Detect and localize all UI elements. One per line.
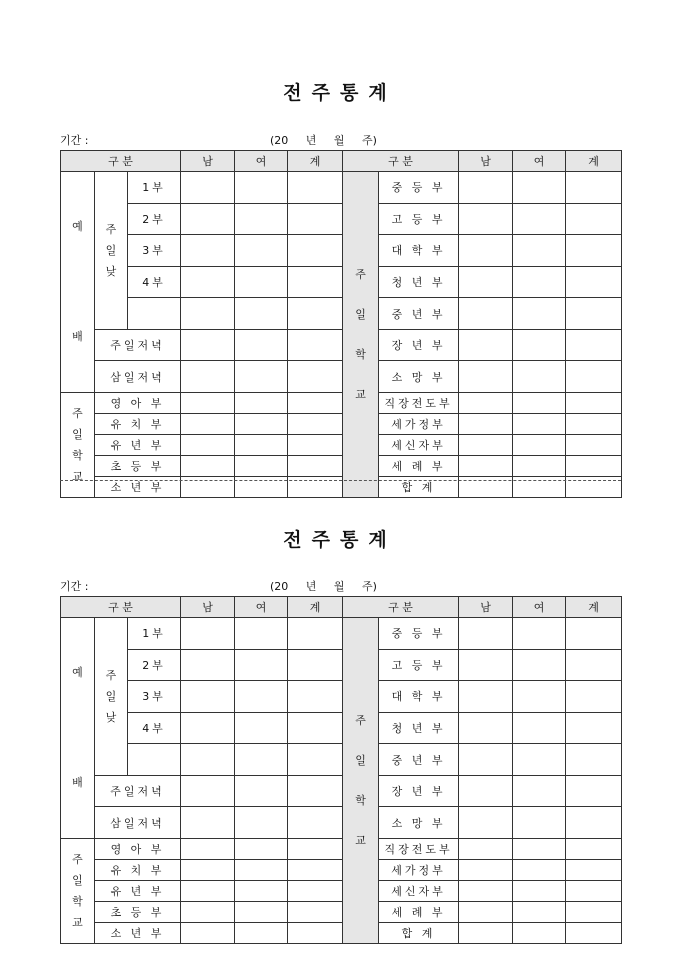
department-right-total-cell[interactable] [566,298,622,330]
table-row [61,235,622,267]
department-female-cell[interactable] [235,860,288,881]
table-row [61,807,622,839]
page-title: 전주통계 [283,82,397,104]
wednesday-evening-female-cell[interactable] [235,361,288,393]
table-row [61,203,622,235]
department-right-female-cell[interactable] [513,712,566,744]
department-right-total-cell[interactable] [566,414,622,435]
department-label: 대 학 부 [379,681,459,713]
department-label: 청 년 부 [379,266,459,298]
department-right-total-cell[interactable] [566,775,622,807]
department-label: 세 례 부 [379,456,459,477]
sunday-evening-male-cell[interactable] [181,329,235,361]
department-right-female-cell[interactable] [513,435,566,456]
worship-group-label [61,618,95,839]
service-female-cell[interactable] [235,744,288,776]
service-total-cell[interactable] [288,649,343,681]
stats-table [60,150,622,498]
department-label: 중 년 부 [379,744,459,776]
service-male-cell[interactable] [181,712,235,744]
department-right-male-cell[interactable] [459,618,513,650]
department-right-total-cell[interactable] [566,172,622,204]
department-label: 소 망 부 [379,361,459,393]
department-label: 고 등 부 [379,649,459,681]
service-total-cell[interactable] [288,712,343,744]
department-label: 초 등 부 [95,902,181,923]
department-label: 유 년 부 [95,881,181,902]
department-right-female-cell[interactable] [513,361,566,393]
table-row [61,902,622,923]
department-right-male-cell[interactable] [459,235,513,267]
header-female-right: 여 [513,597,566,618]
department-label: 유 치 부 [95,414,181,435]
department-right-male-cell[interactable] [459,902,513,923]
department-label: 중 등 부 [379,618,459,650]
service-label: 4부 [128,712,181,744]
department-right-female-cell[interactable] [513,172,566,204]
service-female-cell[interactable] [235,681,288,713]
department-male-cell[interactable] [181,881,235,902]
header-female-left: 여 [235,597,288,618]
table-row [61,860,622,881]
department-female-cell[interactable] [235,456,288,477]
department-right-female-cell[interactable] [513,881,566,902]
period-label: 기간 : [60,134,89,147]
wednesday-evening-male-cell[interactable] [181,807,235,839]
header-row [61,597,622,618]
department-right-male-cell[interactable] [459,860,513,881]
service-label: 1부 [128,618,181,650]
wednesday-evening-female-cell[interactable] [235,807,288,839]
department-right-total-cell[interactable] [566,744,622,776]
service-total-cell[interactable] [288,235,343,267]
school-group-label-right [343,618,379,944]
department-right-female-cell[interactable] [513,298,566,330]
table-row [61,298,622,330]
stats-table [60,596,622,944]
table-row [61,744,622,776]
department-total-cell[interactable] [288,923,343,944]
department-right-total-cell[interactable] [566,881,622,902]
department-right-total-cell[interactable] [566,860,622,881]
department-label: 초 등 부 [95,456,181,477]
department-female-cell[interactable] [235,414,288,435]
department-label: 직장전도부 [379,393,459,414]
header-category-right: 구 분 [343,151,459,172]
service-male-cell[interactable] [181,681,235,713]
header-male-left: 남 [181,151,235,172]
header-total-right: 계 [566,597,622,618]
department-female-cell[interactable] [235,923,288,944]
department-right-female-cell[interactable] [513,649,566,681]
service-total-cell[interactable] [288,618,343,650]
table-row [61,172,622,204]
wednesday-evening-total-cell[interactable] [288,361,343,393]
service-male-cell[interactable] [181,744,235,776]
department-right-total-cell[interactable] [566,712,622,744]
header-total-left: 계 [288,151,343,172]
service-male-cell[interactable] [181,649,235,681]
sunday-day-group-label [95,172,128,330]
school-group-label-left [61,839,95,944]
department-right-male-cell[interactable] [459,649,513,681]
department-right-total-cell[interactable] [566,266,622,298]
sunday-evening-total-cell[interactable] [288,329,343,361]
department-right-male-cell[interactable] [459,414,513,435]
department-label: 소 년 부 [95,477,181,498]
table-row [61,923,622,944]
department-right-male-cell[interactable] [459,839,513,860]
period-label: 기간 : [60,580,89,593]
department-right-male-cell[interactable] [459,881,513,902]
table-row [61,618,622,650]
sunday-evening-female-cell[interactable] [235,329,288,361]
table-row [61,414,622,435]
service-total-cell[interactable] [288,266,343,298]
department-female-cell[interactable] [235,393,288,414]
department-total-cell[interactable] [288,393,343,414]
department-right-male-cell[interactable] [459,712,513,744]
department-female-cell[interactable] [235,881,288,902]
department-right-male-cell[interactable] [459,775,513,807]
department-label: 세 례 부 [379,902,459,923]
department-male-cell[interactable] [181,902,235,923]
department-right-male-cell[interactable] [459,298,513,330]
table-row [61,681,622,713]
service-label: 2부 [128,203,181,235]
service-label: 3부 [128,681,181,713]
table-row [61,266,622,298]
department-right-male-cell[interactable] [459,435,513,456]
service-total-cell[interactable] [288,681,343,713]
department-total-cell[interactable] [288,414,343,435]
service-female-cell[interactable] [235,712,288,744]
department-right-total-cell[interactable] [566,235,622,267]
department-total-cell[interactable] [288,860,343,881]
department-right-male-cell[interactable] [459,456,513,477]
department-right-female-cell[interactable] [513,775,566,807]
service-female-cell[interactable] [235,649,288,681]
department-right-female-cell[interactable] [513,203,566,235]
department-right-total-cell[interactable] [566,618,622,650]
service-male-cell[interactable] [181,172,235,204]
department-right-female-cell[interactable] [513,860,566,881]
department-label: 합 계 [379,923,459,944]
department-right-total-cell[interactable] [566,839,622,860]
department-right-female-cell[interactable] [513,902,566,923]
department-label: 세신자부 [379,881,459,902]
department-female-cell[interactable] [235,902,288,923]
department-right-female-cell[interactable] [513,839,566,860]
sunday-evening-female-cell[interactable] [235,775,288,807]
service-total-cell[interactable] [288,744,343,776]
header-male-right: 남 [459,151,513,172]
department-right-total-cell[interactable] [566,393,622,414]
worship-group-label-text: 예 배 [72,220,83,343]
school-group-label-right-text: 주 일 학 교 [355,267,366,401]
department-label: 합 계 [379,477,459,498]
header-category-right: 구 분 [343,597,459,618]
department-right-total-cell[interactable] [566,361,622,393]
service-male-cell[interactable] [181,298,235,330]
department-right-male-cell[interactable] [459,744,513,776]
department-right-total-cell[interactable] [566,329,622,361]
service-female-cell[interactable] [235,618,288,650]
department-label: 직장전도부 [379,839,459,860]
department-label: 유 치 부 [95,860,181,881]
service-male-cell[interactable] [181,203,235,235]
table-row [61,839,622,860]
period-section [60,578,621,944]
table-row [61,361,622,393]
header-category-left: 구 분 [61,597,181,618]
table-row [61,881,622,902]
table-row [61,329,622,361]
table-row [61,435,622,456]
department-label: 대 학 부 [379,235,459,267]
sunday-evening-total-cell[interactable] [288,775,343,807]
table-row [61,649,622,681]
service-male-cell[interactable] [181,266,235,298]
department-label: 장 년 부 [379,775,459,807]
department-label: 중 등 부 [379,172,459,204]
department-female-cell[interactable] [235,435,288,456]
sunday-evening-label: 주일저녁 [95,775,181,807]
department-right-female-cell[interactable] [513,266,566,298]
department-right-male-cell[interactable] [459,172,513,204]
period-format: (20 년 월 주) [270,580,377,593]
department-right-female-cell[interactable] [513,618,566,650]
school-group-label-right [343,172,379,498]
department-total-cell[interactable] [288,839,343,860]
service-label: 4부 [128,266,181,298]
service-label [128,298,181,330]
department-right-male-cell[interactable] [459,266,513,298]
department-right-male-cell[interactable] [459,329,513,361]
department-male-cell[interactable] [181,414,235,435]
header-row [61,151,622,172]
department-right-female-cell[interactable] [513,235,566,267]
department-right-male-cell[interactable] [459,681,513,713]
school-group-label-right-text: 주 일 학 교 [355,713,366,847]
service-male-cell[interactable] [181,235,235,267]
department-right-total-cell[interactable] [566,681,622,713]
department-right-total-cell[interactable] [566,923,622,944]
department-right-female-cell[interactable] [513,681,566,713]
header-female-left: 여 [235,151,288,172]
department-label: 중 년 부 [379,298,459,330]
department-total-cell[interactable] [288,881,343,902]
department-right-female-cell[interactable] [513,923,566,944]
department-right-female-cell[interactable] [513,393,566,414]
department-label: 영 아 부 [95,839,181,860]
department-female-cell[interactable] [235,839,288,860]
department-right-male-cell[interactable] [459,361,513,393]
wednesday-evening-total-cell[interactable] [288,807,343,839]
table-row [61,393,622,414]
department-right-female-cell[interactable] [513,807,566,839]
department-label: 영 아 부 [95,393,181,414]
department-male-cell[interactable] [181,923,235,944]
service-total-cell[interactable] [288,172,343,204]
header-total-left: 계 [288,597,343,618]
department-right-total-cell[interactable] [566,456,622,477]
header-male-left: 남 [181,597,235,618]
header-female-right: 여 [513,151,566,172]
service-female-cell[interactable] [235,172,288,204]
department-label: 세신자부 [379,435,459,456]
sunday-day-group-label-text: 주 일 낮 [105,668,117,724]
period-section [60,132,621,498]
worship-group-label [61,172,95,393]
department-total-cell[interactable] [288,456,343,477]
department-male-cell[interactable] [181,393,235,414]
service-total-cell[interactable] [288,298,343,330]
service-female-cell[interactable] [235,235,288,267]
department-total-cell[interactable] [288,435,343,456]
department-right-total-cell[interactable] [566,435,622,456]
department-male-cell[interactable] [181,860,235,881]
service-female-cell[interactable] [235,266,288,298]
department-right-total-cell[interactable] [566,649,622,681]
department-right-total-cell[interactable] [566,807,622,839]
department-label: 청 년 부 [379,712,459,744]
table-row [61,775,622,807]
department-label: 소 망 부 [379,807,459,839]
school-group-label-left [61,393,95,498]
service-female-cell[interactable] [235,298,288,330]
table-row [61,456,622,477]
department-male-cell[interactable] [181,456,235,477]
department-right-total-cell[interactable] [566,203,622,235]
period-format: (20 년 월 주) [270,134,377,147]
department-label: 장 년 부 [379,329,459,361]
department-right-male-cell[interactable] [459,807,513,839]
service-label: 2부 [128,649,181,681]
service-male-cell[interactable] [181,618,235,650]
wednesday-evening-label: 삼일저녁 [95,361,181,393]
school-group-label-left-text: 주 일 학 교 [72,853,83,929]
worship-group-label-text: 예 배 [72,666,83,789]
sunday-evening-label: 주일저녁 [95,329,181,361]
school-group-label-left-text: 주 일 학 교 [72,407,83,483]
service-female-cell[interactable] [235,203,288,235]
service-label: 3부 [128,235,181,267]
header-total-right: 계 [566,151,622,172]
page-title: 전주통계 [283,529,397,551]
department-total-cell[interactable] [288,902,343,923]
department-right-total-cell[interactable] [566,902,622,923]
service-total-cell[interactable] [288,203,343,235]
department-male-cell[interactable] [181,839,235,860]
department-right-female-cell[interactable] [513,456,566,477]
department-right-female-cell[interactable] [513,329,566,361]
department-label: 고 등 부 [379,203,459,235]
department-right-female-cell[interactable] [513,744,566,776]
sunday-evening-male-cell[interactable] [181,775,235,807]
service-label: 1부 [128,172,181,204]
sunday-day-group-label [95,618,128,776]
header-category-left: 구 분 [61,151,181,172]
wednesday-evening-male-cell[interactable] [181,361,235,393]
service-label [128,744,181,776]
sunday-day-group-label-text: 주 일 낮 [105,222,117,278]
cut-line-divider [60,480,621,481]
department-label: 세가정부 [379,414,459,435]
header-male-right: 남 [459,597,513,618]
department-right-male-cell[interactable] [459,393,513,414]
wednesday-evening-label: 삼일저녁 [95,807,181,839]
department-label: 유 년 부 [95,435,181,456]
department-right-male-cell[interactable] [459,923,513,944]
department-right-female-cell[interactable] [513,414,566,435]
department-label: 세가정부 [379,860,459,881]
table-row [61,712,622,744]
department-label: 소 년 부 [95,923,181,944]
department-male-cell[interactable] [181,435,235,456]
department-right-male-cell[interactable] [459,203,513,235]
